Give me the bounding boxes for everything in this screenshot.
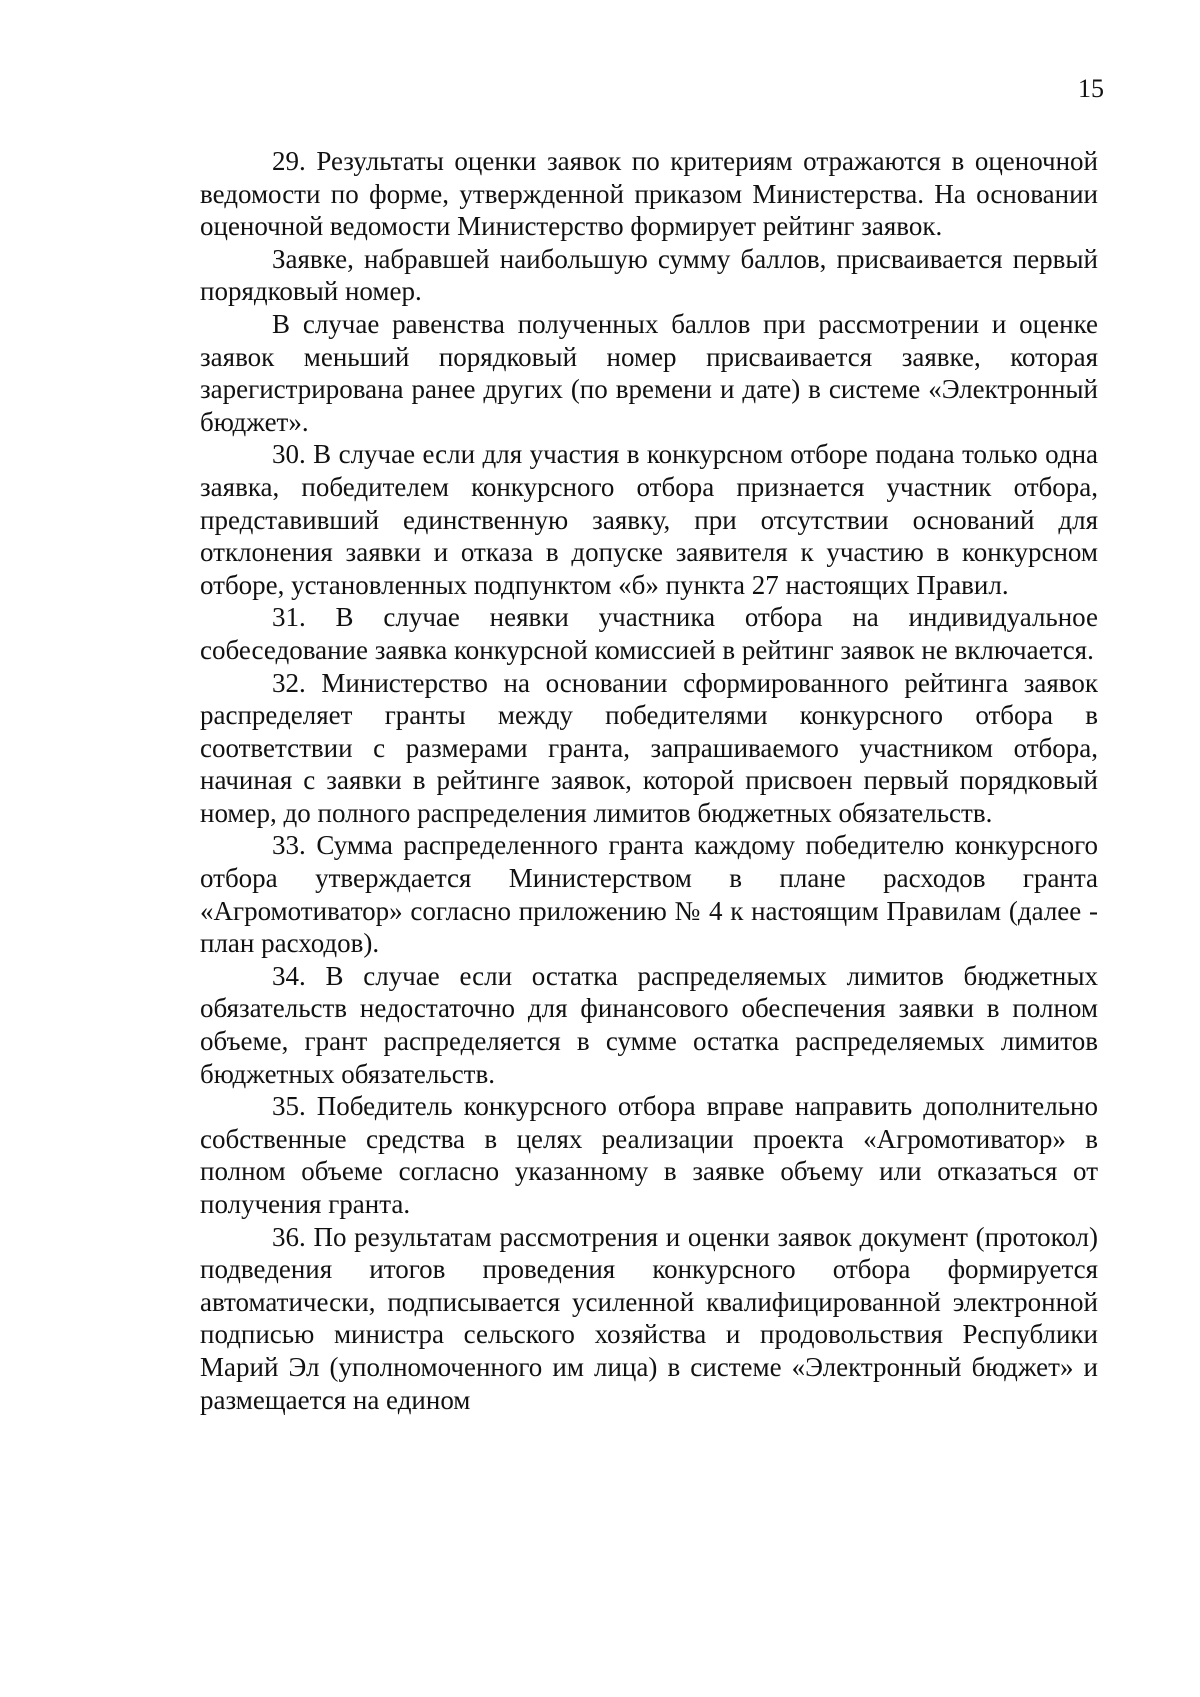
paragraph-36: 36. По результатам рассмотрения и оценки заявок документ (протокол) подведения итогов проведения конкурсного отбора формируется автоматически, подписывается усиленной квалифицированной электронной подписью министра сельского хозяйства и продовольствия Республики Марий Эл (уполномоченного им лица) в системе «Электронный бюджет» и размещается на едином xyxy=(200,1221,1098,1415)
paragraph-32: 32. Министерство на основании сформированного рейтинга заявок распределяет гранты между победителями конкурсного отбора в соответствии с размерами гранта, запрашиваемого участником отбора, начиная с заявки в рейтинге заявок, которой присвоен первый порядковый номер, до полного распределения лимитов бюджетных обязательств. xyxy=(200,667,1098,828)
document-body xyxy=(200,145,1098,1416)
paragraph-highest-score: Заявке, набравшей наибольшую сумму баллов, присваивается первый порядковый номер. xyxy=(200,243,1098,307)
paragraph-33: 33. Сумма распределенного гранта каждому победителю конкурсного отбора утверждается Министерством в плане расходов гранта «Агромотиватор» согласно приложению № 4 к настоящим Правилам (далее - план расходов). xyxy=(200,830,1098,959)
paragraph-equal-score: В случае равенства полученных баллов при рассмотрении и оценке заявок меньший порядковый номер присваивается заявке, которая зарегистрирована ранее других (по времени и дате) в системе «Электронный бюджет». xyxy=(200,308,1098,437)
paragraph-34: 34. В случае если остатка распределяемых лимитов бюджетных обязательств недостаточно для финансового обеспечения заявки в полном объеме, грант распределяется в сумме остатка распределяемых лимитов бюджетных обязательств. xyxy=(200,960,1098,1089)
paragraph-31: 31. В случае неявки участника отбора на индивидуальное собеседование заявка конкурсной комиссией в рейтинг заявок не включается. xyxy=(200,602,1098,665)
page-number: 15 xyxy=(1078,74,1104,103)
paragraph-29: 29. Результаты оценки заявок по критериям отражаются в оценочной ведомости по форме, утвержденной приказом Министерства. На основании оценочной ведомости Министерство формирует рейтинг заявок. xyxy=(200,146,1098,242)
paragraph-30: 30. В случае если для участия в конкурсном отборе подана только одна заявка, победителем конкурсного отбора признается участник отбора, представивший единственную заявку, при отсутствии оснований для отклонения заявки и отказа в допуске заявителя к участию в конкурсном отборе, установленных подпунктом «б» пункта 27 настоящих Правил. xyxy=(200,439,1098,600)
paragraph-35: 35. Победитель конкурсного отбора вправе направить дополнительно собственные средства в целях реализации проекта «Агромотиватор» в полном объеме согласно указанному в заявке объему или отказаться от получения гранта. xyxy=(200,1091,1098,1219)
